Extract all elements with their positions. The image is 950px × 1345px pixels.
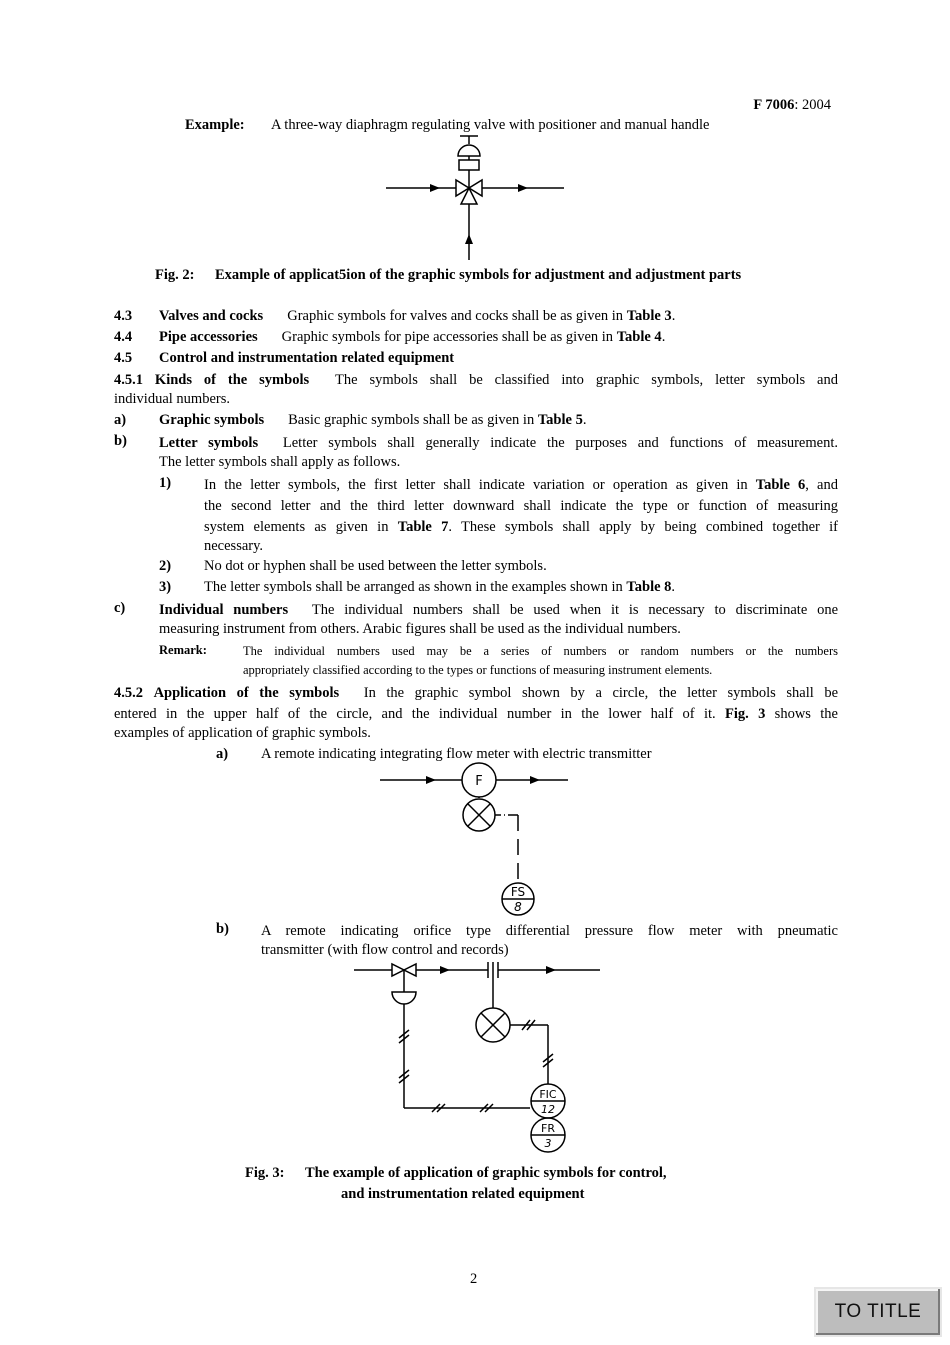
- item-c-mark: c): [114, 600, 126, 616]
- section-4-4-ref: Table 4: [616, 329, 662, 345]
- sub-1-line3: system elements as given in Table 7. These symbols shall apply by being combined together if: [204, 519, 839, 535]
- item-b-line2: The letter symbols shall apply as follows.: [159, 454, 401, 470]
- item-b-line1: Letter symbols Letter symbols shall generally indicate the purposes and functions of measurement.: [159, 435, 838, 451]
- section-4-5-2-line1: 4.5.2 Application of the symbols In the graphic symbol shown by a circle, the letter symbols shall be: [114, 685, 839, 701]
- to-title-button[interactable]: TO TITLE: [814, 1287, 942, 1337]
- section-4-5-2-ref-fig3: Fig. 3: [724, 706, 766, 722]
- section-4-5-1-line1: 4.5.1 Kinds of the symbols The symbols shall be classified into graphic symbols, letter symbols and: [114, 372, 838, 388]
- section-4-5-2-line2: entered in the upper half of the circle, and the individual number in the lower half of it. Fig. 3 shows the: [114, 706, 838, 722]
- section-4-5-1-title: Kinds of the symbols: [154, 372, 310, 388]
- sub-3-mark: 3): [159, 579, 172, 595]
- sub-2-mark: 2): [159, 558, 172, 574]
- fig2-caption: Example of applicat5ion of the graphic symbols for adjustment and adjustment parts: [215, 267, 742, 283]
- example-text: A three-way diaphragm regulating valve with positioner and manual handle: [271, 117, 710, 133]
- sub-1-line4: necessary.: [204, 538, 264, 554]
- example-b-mark: b): [216, 921, 229, 937]
- section-4-5-number: 4.5: [114, 350, 133, 366]
- fig2-three-way-valve-diagram: [380, 132, 580, 262]
- fig2-number: Fig. 2:: [155, 267, 195, 283]
- section-4-3-title: Valves and cocks: [159, 308, 264, 324]
- item-b-mark: b): [114, 433, 127, 449]
- section-4-4: Pipe accessories Graphic symbols for pipe accessories shall be as given in Table 4.: [159, 329, 666, 345]
- section-4-3-number: 4.3: [114, 308, 133, 324]
- example-label: Example:: [185, 117, 245, 133]
- diagram-a-flow-meter: [380, 765, 580, 915]
- section-4-5-2-title: Application of the symbols: [153, 685, 340, 701]
- remark-label: Remark:: [159, 643, 207, 657]
- diagram-b-c2-number: 3: [544, 1137, 552, 1150]
- item-a: Graphic symbols Basic graphic symbols shall be as given in Table 5.: [159, 412, 587, 428]
- item-c-title: Individual numbers: [159, 602, 289, 618]
- section-4-5-title: Control and instrumentation related equipment: [159, 350, 455, 366]
- remark-line1: The individual numbers used may be a series of numbers or random numbers or the numbers: [243, 644, 838, 658]
- section-4-5-1-line2: individual numbers.: [114, 391, 230, 407]
- section-4-4-number: 4.4: [114, 329, 133, 345]
- page-number: 2: [470, 1271, 478, 1287]
- sub-1-ref-table7: Table 7: [397, 519, 449, 535]
- sub-1-line2: the second letter and the third letter downward shall indicate the type or function of measuring: [204, 498, 838, 514]
- standard-number: F 7006: [753, 97, 795, 113]
- item-a-mark: a): [114, 412, 127, 428]
- remark-line2: appropriately classified according to the types or functions of measuring instrument elements.: [243, 663, 713, 677]
- item-c-line2: measuring instrument from others. Arabic figures shall be used as the individual numbers.: [159, 621, 681, 637]
- example-b-line2: transmitter (with flow control and records): [261, 942, 509, 958]
- diagram-a-bottom-number: 8: [514, 900, 522, 914]
- standard-year: : 2004: [794, 97, 831, 113]
- fig3-caption-line2: and instrumentation related equipment: [341, 1186, 585, 1202]
- section-4-5-1-number: 4.5.1: [114, 372, 143, 388]
- diagram-b-orifice-flow-meter: [350, 958, 610, 1158]
- example-a-mark: a): [216, 746, 229, 762]
- item-c-line1: Individual numbers The individual numbers shall be used when it is necessary to discriminate one: [159, 602, 839, 618]
- section-4-3: Valves and cocks Graphic symbols for valves and cocks shall be as given in Table 3.: [159, 308, 676, 324]
- sub-3: The letter symbols shall be arranged as shown in the examples shown in Table 8.: [204, 579, 676, 595]
- diagram-b-c1-letters: FIC: [539, 1088, 557, 1101]
- diagram-a-bottom-letters: FS: [510, 885, 526, 899]
- section-4-3-text: Graphic symbols for valves and cocks shall be as given in: [287, 308, 627, 324]
- sub-3-ref: Table 8: [626, 579, 672, 595]
- item-a-title: Graphic symbols: [159, 412, 265, 428]
- standard-header: [753, 97, 831, 114]
- diagram-b-c1-number: 12: [541, 1103, 555, 1116]
- fig3-number: Fig. 3:: [245, 1165, 285, 1181]
- item-b-title: Letter symbols: [159, 435, 259, 451]
- section-4-5-2-line3: examples of application of graphic symbols.: [114, 725, 371, 741]
- diagram-b-c2-letters: FR: [541, 1122, 555, 1135]
- diagram-a-top-letter: F: [475, 774, 483, 789]
- sub-1-mark: 1): [159, 475, 172, 491]
- section-4-3-ref: Table 3: [626, 308, 672, 324]
- sub-1-line1: In the letter symbols, the first letter shall indicate variation or operation as given in Table 6, and: [204, 477, 838, 493]
- item-a-ref: Table 5: [537, 412, 583, 428]
- example-a-text: A remote indicating integrating flow meter with electric transmitter: [261, 746, 652, 762]
- section-4-4-text: Graphic symbols for pipe accessories shall be as given in: [281, 329, 617, 345]
- section-4-5-2-number: 4.5.2: [114, 685, 143, 701]
- example-b-line1: A remote indicating orifice type differential pressure flow meter with pneumatic: [261, 923, 838, 939]
- sub-1-ref-table6: Table 6: [755, 477, 806, 493]
- section-4-4-title: Pipe accessories: [159, 329, 258, 345]
- fig3-caption-line1: The example of application of graphic symbols for control,: [305, 1165, 667, 1181]
- sub-2-text: No dot or hyphen shall be used between the letter symbols.: [204, 558, 547, 574]
